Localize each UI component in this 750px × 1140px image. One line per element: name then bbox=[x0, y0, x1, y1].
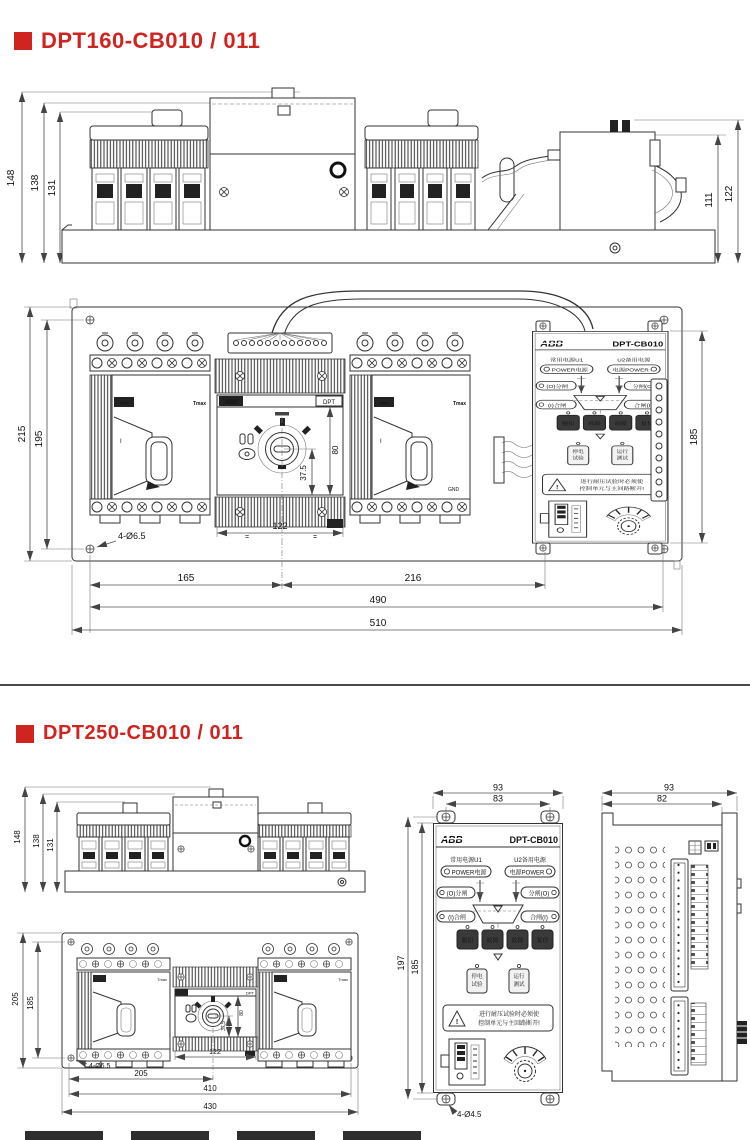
transfer-mechanism-plan bbox=[215, 333, 345, 541]
dim-215: 215 bbox=[17, 425, 28, 443]
dpt250-plan-drawing bbox=[5, 925, 390, 1125]
cropped-table-top bbox=[25, 1131, 465, 1140]
hole-callout: 4-Ø6.5 bbox=[118, 531, 146, 541]
dpt160-title: DPT160-CB010 / 011 bbox=[41, 28, 261, 53]
section-divider bbox=[0, 684, 750, 686]
wiring-and-standoffs bbox=[482, 150, 560, 230]
eq-mark-1: = bbox=[244, 534, 250, 541]
red-bullet-icon bbox=[16, 725, 34, 743]
dim-165: 165 bbox=[177, 573, 195, 584]
cropped-cell bbox=[237, 1131, 315, 1140]
dpt250-elevation-drawing bbox=[5, 775, 390, 930]
controller-front-drawing bbox=[395, 783, 595, 1123]
dim-410: 410 bbox=[203, 1084, 217, 1093]
side-dimensions bbox=[602, 783, 737, 823]
controller-side-drawing bbox=[585, 783, 750, 1123]
section-title-dpt250 bbox=[16, 722, 243, 745]
cropped-cell bbox=[131, 1131, 209, 1140]
motor-cover-side bbox=[210, 88, 355, 230]
mech-brand-label: ABB bbox=[224, 400, 238, 406]
dim-430: 430 bbox=[203, 1102, 217, 1111]
dpt160-plan-drawing bbox=[0, 287, 750, 662]
dim-138: 138 bbox=[32, 834, 41, 848]
dim-122: 122 bbox=[724, 185, 735, 203]
vent-holes bbox=[615, 839, 665, 1047]
dpt160-elevation-drawing bbox=[0, 82, 750, 287]
dim-37-5: 37.5 bbox=[299, 465, 308, 481]
dim-195: 195 bbox=[34, 430, 45, 448]
breaker-bank-right-side bbox=[258, 803, 351, 871]
dim-138: 138 bbox=[30, 174, 41, 192]
breaker-bank-right-side bbox=[365, 110, 478, 230]
dim-83: 83 bbox=[492, 793, 504, 804]
mech-dpt-label: DPT bbox=[246, 990, 254, 996]
breaker-bank-left-side bbox=[77, 803, 170, 871]
terminal-strip-1 bbox=[674, 863, 685, 987]
side-body bbox=[602, 813, 747, 1081]
dim-205: 205 bbox=[11, 992, 20, 1006]
dim-111: 111 bbox=[704, 192, 715, 208]
red-bullet-icon bbox=[14, 32, 32, 50]
mech-dpt-label: DPT bbox=[323, 400, 335, 406]
dim-185: 185 bbox=[26, 996, 35, 1010]
breaker-bank-left-side bbox=[90, 110, 208, 230]
dim-82: 82 bbox=[656, 793, 668, 804]
motor-cover-side bbox=[173, 789, 258, 871]
hole-callout: 4-Ø6.5 bbox=[89, 1063, 111, 1070]
transfer-mechanism-plan bbox=[173, 967, 258, 1065]
mounting-ears bbox=[437, 811, 559, 823]
dim-148: 148 bbox=[13, 830, 22, 844]
dim-80: 80 bbox=[239, 1010, 245, 1016]
dim-197: 197 bbox=[396, 955, 406, 971]
dim-122: 122 bbox=[209, 1049, 221, 1056]
dim-510: 510 bbox=[369, 618, 387, 629]
section-title-dpt160 bbox=[14, 28, 260, 54]
terminal-labels-1 bbox=[691, 865, 708, 969]
dim-131: 131 bbox=[46, 838, 55, 852]
base-plate-side bbox=[65, 871, 365, 892]
side-knob bbox=[737, 1021, 747, 1044]
dim-185: 185 bbox=[689, 428, 700, 446]
dim-93: 93 bbox=[492, 783, 504, 793]
base-plate-side bbox=[62, 225, 715, 263]
dim-122: 122 bbox=[272, 521, 288, 531]
dim-131: 131 bbox=[47, 179, 58, 197]
cropped-cell bbox=[25, 1131, 103, 1140]
dim-93: 93 bbox=[663, 783, 675, 793]
dim-490: 490 bbox=[369, 595, 387, 606]
terminal-labels-2 bbox=[691, 1003, 706, 1065]
dpt250-title: DPT250-CB010 / 011 bbox=[43, 722, 244, 744]
hole-callout: 4-Ø4.5 bbox=[457, 1110, 482, 1119]
gnd-label: GND bbox=[448, 487, 460, 493]
dim-148: 148 bbox=[6, 169, 17, 187]
dim-80: 80 bbox=[331, 445, 340, 455]
dim-185: 185 bbox=[410, 959, 420, 975]
terminal-strip-2 bbox=[674, 1001, 685, 1071]
dim-205-bottom: 205 bbox=[134, 1069, 148, 1078]
cropped-cell bbox=[343, 1131, 421, 1140]
mounting-ears-bottom bbox=[437, 1093, 559, 1105]
dim-216: 216 bbox=[404, 573, 422, 584]
dim-37-5: 37.5 bbox=[221, 1021, 227, 1031]
eq-mark-2: = bbox=[312, 534, 318, 541]
